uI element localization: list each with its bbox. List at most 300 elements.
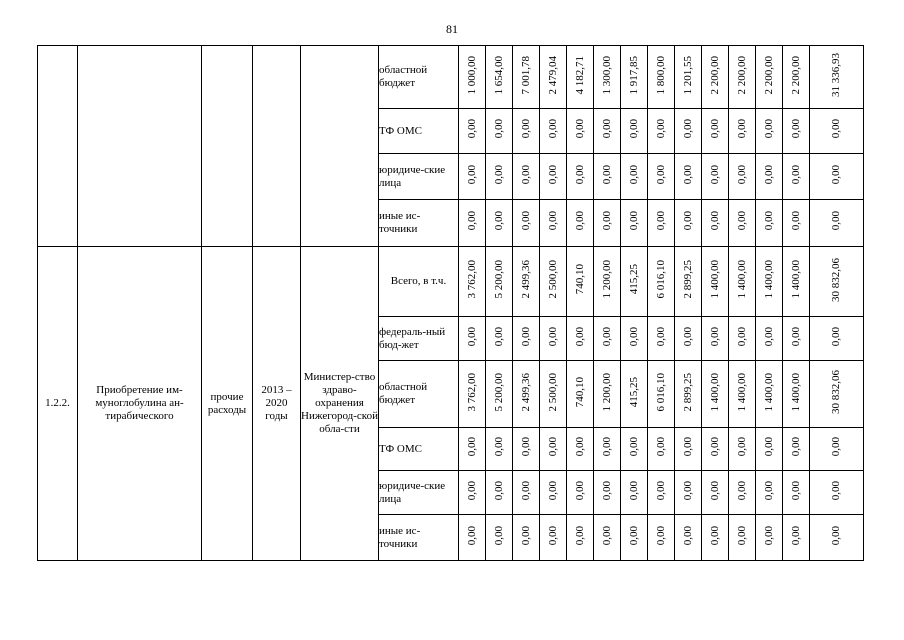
value-cell	[567, 154, 594, 200]
value-cell-text: 0,00	[546, 326, 559, 347]
value-cell	[783, 471, 810, 515]
value-cell-text: 0,00	[735, 480, 748, 501]
value-cell	[513, 361, 540, 428]
value-cell	[594, 361, 621, 428]
value-cell-text: 0,00	[600, 525, 613, 546]
value-cell-text: 0,00	[735, 326, 748, 347]
value-cell-text: 0,00	[789, 437, 802, 457]
value-cell	[756, 428, 783, 471]
value-cell	[621, 317, 648, 361]
value-cell	[513, 46, 540, 109]
value-cell-text: 0,00	[546, 437, 559, 457]
value-cell-text: 0,00	[789, 326, 802, 347]
value-cell	[540, 247, 567, 317]
value-cell-text: 0,00	[627, 480, 640, 501]
value-cell	[675, 428, 702, 471]
value-cell-text: 6 016,10	[654, 260, 667, 299]
value-cell	[594, 109, 621, 154]
value-cell	[459, 471, 486, 515]
value-cell	[567, 200, 594, 247]
value-cell-text: 0,00	[654, 326, 667, 347]
value-cell-text: 415,25	[627, 376, 640, 408]
total-cell	[810, 515, 864, 561]
source-cell: юридиче-ские лица	[379, 471, 459, 515]
value-cell	[702, 247, 729, 317]
value-cell	[486, 109, 513, 154]
value-cell	[675, 471, 702, 515]
value-cell	[567, 428, 594, 471]
value-cell-text: 1 654,00	[492, 55, 505, 95]
value-cell-text: 1 917,85	[627, 55, 640, 95]
value-cell-text: 7 001,78	[519, 55, 532, 95]
value-cell	[756, 361, 783, 428]
value-cell	[756, 109, 783, 154]
value-cell	[729, 200, 756, 247]
value-cell	[783, 247, 810, 317]
item-name: Приобретение им-муноглобулина ан-тирабического	[78, 247, 202, 561]
value-cell-text: 0,00	[519, 525, 532, 546]
source-cell: ТФ ОМС	[379, 428, 459, 471]
total-cell	[810, 317, 864, 361]
value-cell	[621, 428, 648, 471]
value-cell-text: 0,00	[681, 326, 694, 347]
value-cell	[486, 428, 513, 471]
value-cell	[540, 428, 567, 471]
value-cell-text: 0,00	[573, 437, 586, 457]
value-cell	[540, 317, 567, 361]
budget-table-body	[38, 46, 864, 561]
value-cell	[486, 515, 513, 561]
value-cell-text: 1 400,00	[708, 372, 721, 412]
value-cell	[459, 46, 486, 109]
total-cell-text: 0,00	[830, 326, 842, 347]
value-cell	[486, 361, 513, 428]
value-cell-text: 0,00	[762, 211, 775, 231]
value-cell	[702, 428, 729, 471]
value-cell-text: 2 200,00	[789, 55, 802, 95]
value-cell	[783, 428, 810, 471]
value-cell	[621, 109, 648, 154]
value-cell	[702, 46, 729, 109]
value-cell-text: 2 200,00	[735, 55, 748, 95]
total-cell-text: 31 336,93	[830, 53, 842, 97]
value-cell	[513, 200, 540, 247]
value-cell-text: 0,00	[762, 525, 775, 546]
value-cell-text: 0,00	[600, 437, 613, 457]
value-cell-text: 740,10	[573, 376, 586, 408]
value-cell	[756, 46, 783, 109]
source-cell: иные ис-точники	[379, 515, 459, 561]
value-cell-text: 0,00	[789, 211, 802, 231]
value-cell	[675, 154, 702, 200]
value-cell-text: 2 500,00	[546, 372, 559, 412]
value-cell	[756, 515, 783, 561]
value-cell-text: 0,00	[627, 326, 640, 347]
value-cell-text: 0,00	[492, 525, 505, 546]
value-cell-text: 0,00	[519, 119, 532, 139]
empty-merged-cell	[253, 46, 301, 247]
value-cell-text: 0,00	[573, 164, 586, 185]
source-cell: областной бюджет	[379, 46, 459, 109]
value-cell	[648, 515, 675, 561]
value-cell	[783, 154, 810, 200]
value-cell	[756, 247, 783, 317]
value-cell-text: 1 400,00	[708, 260, 721, 299]
value-cell	[594, 515, 621, 561]
value-cell	[594, 317, 621, 361]
value-cell-text: 0,00	[519, 326, 532, 347]
item-number: 1.2.2.	[38, 247, 78, 561]
value-cell	[540, 515, 567, 561]
value-cell-text: 1 800,00	[654, 55, 667, 95]
value-cell-text: 0,00	[465, 211, 478, 231]
value-cell	[756, 471, 783, 515]
value-cell-text: 0,00	[789, 480, 802, 501]
value-cell-text: 0,00	[519, 437, 532, 457]
total-cell	[810, 247, 864, 317]
value-cell-text: 0,00	[519, 480, 532, 501]
source-cell: областной бюджет	[379, 361, 459, 428]
value-cell-text: 2 500,00	[546, 260, 559, 299]
value-cell-text: 1 201,55	[681, 55, 694, 95]
value-cell	[513, 154, 540, 200]
value-cell-text: 0,00	[492, 326, 505, 347]
value-cell-text: 1 200,00	[600, 372, 613, 412]
value-cell	[675, 200, 702, 247]
value-cell-text: 2 499,36	[519, 372, 532, 412]
value-cell-text: 0,00	[762, 164, 775, 185]
value-cell-text: 0,00	[789, 525, 802, 546]
source-cell: Всего, в т.ч.	[379, 247, 459, 317]
value-cell-text: 0,00	[519, 211, 532, 231]
value-cell	[783, 515, 810, 561]
value-cell-text: 0,00	[573, 119, 586, 139]
value-cell-text: 0,00	[465, 119, 478, 139]
value-cell-text: 0,00	[681, 211, 694, 231]
total-cell-text: 0,00	[830, 437, 842, 457]
value-cell	[702, 471, 729, 515]
value-cell	[648, 317, 675, 361]
value-cell-text: 0,00	[654, 480, 667, 501]
value-cell	[540, 200, 567, 247]
value-cell	[783, 317, 810, 361]
value-cell	[459, 317, 486, 361]
value-cell-text: 0,00	[573, 211, 586, 231]
value-cell-text: 0,00	[465, 480, 478, 501]
value-cell-text: 1 400,00	[789, 260, 802, 299]
table-row	[38, 46, 864, 109]
source-cell: федераль-ный бюд-жет	[379, 317, 459, 361]
value-cell-text: 0,00	[546, 211, 559, 231]
value-cell	[459, 515, 486, 561]
value-cell-text: 0,00	[735, 437, 748, 457]
value-cell-text: 2 200,00	[708, 55, 721, 95]
value-cell	[783, 109, 810, 154]
value-cell	[459, 361, 486, 428]
value-cell	[675, 247, 702, 317]
value-cell-text: 0,00	[465, 525, 478, 546]
value-cell	[513, 428, 540, 471]
total-cell	[810, 200, 864, 247]
value-cell	[513, 247, 540, 317]
value-cell-text: 0,00	[654, 119, 667, 139]
value-cell-text: 3 762,00	[465, 372, 478, 412]
value-cell-text: 1 400,00	[735, 260, 748, 299]
value-cell	[729, 317, 756, 361]
value-cell	[486, 154, 513, 200]
budget-table	[37, 45, 864, 561]
value-cell-text: 0,00	[600, 480, 613, 501]
value-cell	[567, 471, 594, 515]
value-cell-text: 2 200,00	[762, 55, 775, 95]
value-cell-text: 0,00	[600, 326, 613, 347]
value-cell	[648, 200, 675, 247]
value-cell	[756, 200, 783, 247]
value-cell-text: 0,00	[465, 326, 478, 347]
value-cell	[459, 428, 486, 471]
value-cell-text: 0,00	[573, 480, 586, 501]
value-cell-text: 5 200,00	[492, 260, 505, 299]
value-cell-text: 0,00	[654, 437, 667, 457]
value-cell-text: 0,00	[708, 211, 721, 231]
value-cell	[513, 471, 540, 515]
source-cell: ТФ ОМС	[379, 109, 459, 154]
value-cell-text: 0,00	[789, 164, 802, 185]
value-cell	[702, 317, 729, 361]
value-cell	[648, 46, 675, 109]
value-cell-text: 0,00	[492, 164, 505, 185]
value-cell	[540, 109, 567, 154]
value-cell-text: 0,00	[600, 119, 613, 139]
value-cell-text: 0,00	[492, 211, 505, 231]
value-cell	[621, 154, 648, 200]
total-cell-text: 30 832,06	[830, 257, 842, 302]
item-executor: Министер-ство здраво-охранения Нижегород-ской обла-сти	[301, 247, 379, 561]
value-cell	[567, 317, 594, 361]
value-cell-text: 4 182,71	[573, 55, 586, 95]
value-cell	[675, 109, 702, 154]
value-cell	[729, 515, 756, 561]
value-cell	[756, 317, 783, 361]
value-cell	[729, 154, 756, 200]
value-cell-text: 1 400,00	[735, 372, 748, 412]
value-cell-text: 0,00	[654, 525, 667, 546]
value-cell	[783, 361, 810, 428]
value-cell-text: 0,00	[627, 119, 640, 139]
value-cell-text: 0,00	[789, 119, 802, 139]
value-cell	[621, 200, 648, 247]
value-cell	[675, 46, 702, 109]
value-cell	[486, 317, 513, 361]
value-cell	[621, 361, 648, 428]
value-cell-text: 0,00	[492, 119, 505, 139]
value-cell	[756, 154, 783, 200]
value-cell	[513, 109, 540, 154]
value-cell-text: 0,00	[600, 164, 613, 185]
value-cell	[675, 317, 702, 361]
value-cell	[675, 361, 702, 428]
value-cell-text: 2 899,25	[681, 260, 694, 299]
value-cell	[594, 247, 621, 317]
value-cell	[783, 200, 810, 247]
value-cell	[648, 109, 675, 154]
value-cell-text: 0,00	[681, 119, 694, 139]
value-cell-text: 0,00	[627, 437, 640, 457]
value-cell-text: 0,00	[654, 164, 667, 185]
value-cell-text: 6 016,10	[654, 372, 667, 412]
value-cell-text: 0,00	[735, 525, 748, 546]
total-cell	[810, 46, 864, 109]
value-cell-text: 2 899,25	[681, 372, 694, 412]
empty-merged-cell	[38, 46, 78, 247]
value-cell-text: 1 000,00	[465, 55, 478, 95]
item-expense-type: прочие расходы	[202, 247, 253, 561]
value-cell-text: 0,00	[654, 211, 667, 231]
value-cell-text: 0,00	[762, 119, 775, 139]
total-cell	[810, 361, 864, 428]
value-cell	[459, 247, 486, 317]
value-cell	[621, 46, 648, 109]
value-cell-text: 0,00	[762, 326, 775, 347]
total-cell	[810, 428, 864, 471]
value-cell	[729, 428, 756, 471]
value-cell-text: 1 400,00	[762, 260, 775, 299]
value-cell-text: 0,00	[762, 437, 775, 457]
value-cell	[648, 428, 675, 471]
value-cell-text: 0,00	[681, 437, 694, 457]
item-period: 2013 – 2020 годы	[253, 247, 301, 561]
value-cell-text: 0,00	[627, 164, 640, 185]
value-cell	[567, 109, 594, 154]
value-cell	[675, 515, 702, 561]
value-cell	[702, 361, 729, 428]
value-cell-text: 0,00	[492, 480, 505, 501]
value-cell	[594, 154, 621, 200]
value-cell-text: 740,10	[573, 264, 586, 295]
value-cell	[648, 361, 675, 428]
value-cell-text: 0,00	[708, 164, 721, 185]
value-cell	[729, 109, 756, 154]
value-cell	[729, 361, 756, 428]
value-cell	[540, 471, 567, 515]
value-cell	[621, 515, 648, 561]
empty-merged-cell	[78, 46, 202, 247]
value-cell-text: 0,00	[762, 480, 775, 501]
value-cell-text: 1 400,00	[762, 372, 775, 412]
total-cell-text: 0,00	[830, 480, 842, 501]
value-cell-text: 0,00	[573, 326, 586, 347]
value-cell	[486, 247, 513, 317]
value-cell-text: 0,00	[573, 525, 586, 546]
value-cell	[729, 471, 756, 515]
value-cell	[486, 471, 513, 515]
value-cell	[702, 154, 729, 200]
value-cell-text: 0,00	[735, 119, 748, 139]
total-cell	[810, 109, 864, 154]
source-cell: юридиче-ские лица	[379, 154, 459, 200]
empty-merged-cell	[202, 46, 253, 247]
value-cell-text: 0,00	[546, 480, 559, 501]
value-cell	[702, 109, 729, 154]
value-cell-text: 0,00	[546, 119, 559, 139]
value-cell	[729, 247, 756, 317]
total-cell-text: 0,00	[830, 211, 842, 231]
total-cell	[810, 471, 864, 515]
total-cell-text: 0,00	[830, 119, 842, 139]
value-cell	[621, 247, 648, 317]
total-cell-text: 30 832,06	[830, 370, 842, 414]
table-row	[38, 247, 864, 317]
value-cell	[540, 46, 567, 109]
value-cell	[567, 515, 594, 561]
page-number: 81	[446, 22, 458, 36]
total-cell-text: 0,00	[830, 164, 842, 185]
value-cell	[621, 471, 648, 515]
value-cell	[648, 471, 675, 515]
value-cell-text: 3 762,00	[465, 260, 478, 299]
value-cell	[567, 247, 594, 317]
value-cell-text: 0,00	[708, 480, 721, 501]
value-cell-text: 0,00	[627, 211, 640, 231]
value-cell-text: 0,00	[681, 525, 694, 546]
empty-merged-cell	[301, 46, 379, 247]
value-cell-text: 0,00	[600, 211, 613, 231]
value-cell-text: 0,00	[546, 164, 559, 185]
value-cell-text: 0,00	[735, 164, 748, 185]
source-cell: иные ис-точники	[379, 200, 459, 247]
value-cell-text: 0,00	[708, 326, 721, 347]
value-cell	[729, 46, 756, 109]
value-cell-text: 0,00	[735, 211, 748, 231]
value-cell	[459, 109, 486, 154]
value-cell	[594, 200, 621, 247]
value-cell-text: 2 499,36	[519, 260, 532, 299]
value-cell	[459, 200, 486, 247]
value-cell	[486, 46, 513, 109]
value-cell	[459, 154, 486, 200]
value-cell	[594, 471, 621, 515]
value-cell	[702, 515, 729, 561]
value-cell-text: 5 200,00	[492, 372, 505, 412]
value-cell-text: 0,00	[465, 164, 478, 185]
value-cell-text: 0,00	[708, 437, 721, 457]
value-cell	[513, 317, 540, 361]
value-cell-text: 0,00	[681, 164, 694, 185]
value-cell	[540, 361, 567, 428]
value-cell-text: 415,25	[627, 264, 640, 295]
value-cell-text: 0,00	[465, 437, 478, 457]
value-cell	[648, 154, 675, 200]
value-cell-text: 0,00	[492, 437, 505, 457]
total-cell	[810, 154, 864, 200]
value-cell-text: 0,00	[519, 164, 532, 185]
value-cell	[513, 515, 540, 561]
value-cell	[567, 46, 594, 109]
value-cell	[594, 46, 621, 109]
value-cell	[567, 361, 594, 428]
value-cell	[702, 200, 729, 247]
value-cell	[540, 154, 567, 200]
value-cell-text: 2 479,04	[546, 55, 559, 95]
value-cell-text: 1 400,00	[789, 372, 802, 412]
value-cell-text: 0,00	[681, 480, 694, 501]
value-cell-text: 0,00	[708, 525, 721, 546]
value-cell	[783, 46, 810, 109]
value-cell-text: 0,00	[627, 525, 640, 546]
value-cell-text: 0,00	[546, 525, 559, 546]
value-cell-text: 1 300,00	[600, 55, 613, 95]
value-cell	[486, 200, 513, 247]
